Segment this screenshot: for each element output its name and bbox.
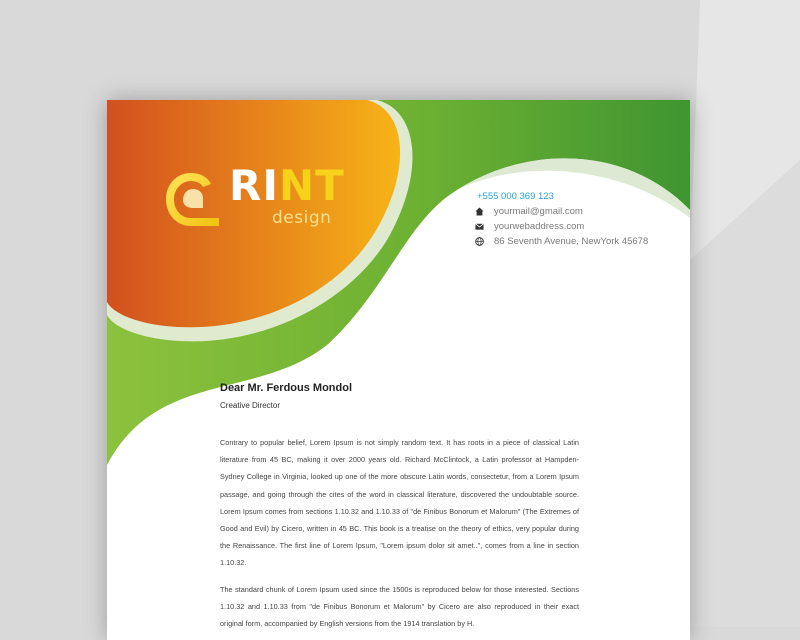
logo-mark-icon (163, 170, 225, 232)
contact-address-row (475, 234, 648, 249)
home-icon (475, 207, 484, 216)
letter-recipient-role: Creative Director (220, 401, 281, 410)
contact-email[interactable]: yourmail@gmail.com (494, 206, 583, 217)
logo-text-white: RI (229, 161, 279, 210)
contact-website-row (475, 219, 648, 234)
logo-text-yellow: NT (278, 161, 345, 210)
contact-website[interactable]: yourwebaddress.com (494, 221, 585, 232)
letter-body (220, 382, 579, 632)
contact-block (475, 189, 648, 249)
contact-phone: +555 000 369 123 (477, 191, 554, 202)
letterhead-page (107, 100, 690, 640)
letter-paragraph-1: Contrary to popular belief, Lorem Ipsum is not simply random text. It has roots in a piece of classical Latin literature from 45 BC, making it over 2000 years old. Richard McClintock, a Latin professor at Hampden-Sydney College in Virginia, looked up one of the more obscure Latin words, consectetur, from a Lorem Ipsum passage, and going through the cites of the word in classical literature, discovered the undoubtable source. Lorem Ipsum comes from sections 1.10.32 and 1.10.33 of "de Finibus Bonorum et Malorum" (The Extremes of Good and Evil) by Cicero, written in 45 BC. This book is a treatise on the theory of ethics, very popular during the Renaissance. The first line of Lorem Ipsum, "Lorem ipsum dolor sit amet..", comes from a line in section 1.10.32. (220, 438, 579, 568)
globe-icon (475, 237, 484, 246)
letter-paragraph-2: The standard chunk of Lorem Ipsum used since the 1500s is reproduced below for those interested. Sections 1.10.32 and 1.10.33 from "de Finibus Bonorum et Malorum" by Cicero are also reproduced in their exact original form, accompanied by English versions from the 1914 translation by H. (220, 584, 579, 629)
logo-wordmark (229, 163, 345, 209)
contact-address: 86 Seventh Avenue, NewYork 45678 (494, 236, 649, 247)
contact-email-row (475, 204, 648, 219)
letter-greeting: Dear Mr. Ferdous Mondol (220, 382, 353, 394)
logo-subtitle: design (272, 208, 332, 228)
envelope-icon (475, 222, 484, 231)
